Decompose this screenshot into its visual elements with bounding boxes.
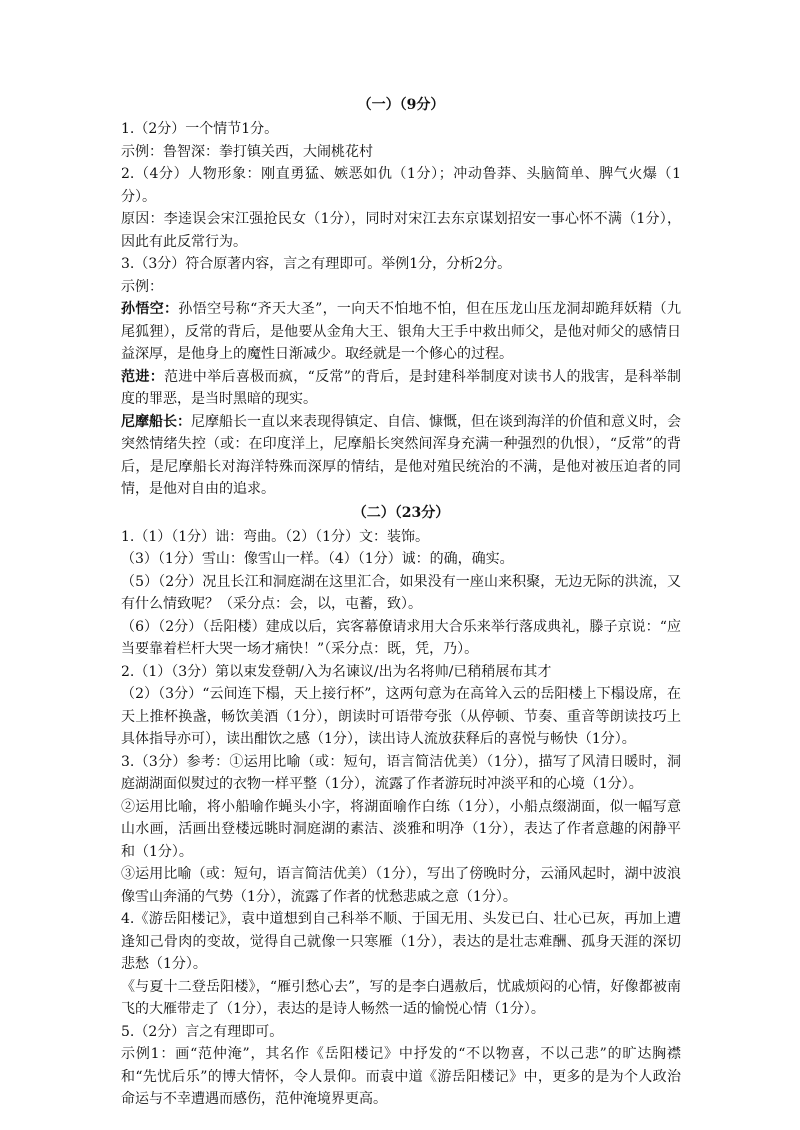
example-text: 孙悟空号称“齐天大圣”，一向天不怕地不怕，但在压龙山压龙洞却跪拜妖精（九尾狐狸），反常的背后，是他要从金角大王、银角大王手中救出师父，是他对师父的感情日益深厚，是他身上的魔性日渐减少。取经就是一个修心的过程。 bbox=[121, 301, 682, 362]
s2-line-10: 4.《游岳阳楼记》，袁中道想到自己科举不顺、于国无用、头发已白、壮心已灰，再加上遭逢知己骨肉的变故，觉得自己就像一只寒雁（1分），表达的是壮志难酬、孤身天涯的深切悲愁（1分）。 bbox=[121, 911, 681, 972]
s2-line-1: 1.（1）（1分）诎：弯曲。（2）（1分）文：装饰。 bbox=[121, 528, 429, 545]
s2-line-7: 3.（3分）参考：①运用比喻（或：短句，语言简洁优美）（1分），描写了风清日暖时，洞庭湖湖面似熨过的衣物一样平整（1分），流露了作者游玩时冲淡平和的心境（1分）。 bbox=[121, 753, 681, 792]
example-name: 孙悟空： bbox=[121, 301, 179, 317]
section-1-title: （一）（9分） bbox=[357, 97, 445, 113]
section-2-title: （二）（23分） bbox=[352, 504, 450, 521]
s2-line-6: （2）（3分）“云间连下榻，天上接行杯”，这两句意为在高耸入云的岳阳楼上下榻设席，在天上推杯换盏，畅饮美酒（1分），朗读时可语带夸张（从停顿、节奏、重音等朗读技巧上具体指导亦可），读出酣饮之感（1分），读出诗人流放获释后的喜悦与畅快（1分）。 bbox=[121, 686, 681, 747]
example-name: 范进： bbox=[121, 368, 165, 385]
example-text: 范进中举后喜极而疯，“反常”的背后，是封建科举制度对读书人的戕害，是科举制度的罪恶，是当时黑暗的现实。 bbox=[121, 368, 682, 407]
s2-line-4: （6）（2分）（岳阳楼）建成以后，宾客幕僚请求用大合乐来举行落成典礼，滕子京说：“应当要靠着栏杆大哭一场才痛快！”（采分点：既，凭，乃）。 bbox=[121, 618, 681, 657]
s2-line-12: 5.（2分）言之有理即可。 bbox=[121, 1023, 284, 1040]
s2-line-13: 示例1：画“范仲淹”，其名作《岳阳楼记》中抒发的“不以物喜，不以己悲”的旷达胸襟和“先忧后乐”的博大情怀，令人景仰。而袁中道《游岳阳楼记》中，更多的是为个人政治命运与不幸遭遇而感伤，范仲淹境界更高。 bbox=[121, 1046, 681, 1107]
s1-line-4: 原因：李逵误会宋江强抢民女（1分），同时对宋江去东京谋划招安一事心怀不满（1分），因此有此反常行为。 bbox=[121, 211, 681, 250]
s2-line-9: ③运用比喻（或：短句，语言简洁优美）（1分），写出了傍晚时分，云涌风起时，湖中波浪像雪山奔涌的气势（1分），流露了作者的忧愁悲戚之意（1分）。 bbox=[121, 866, 681, 905]
example-fan-jin bbox=[121, 366, 681, 411]
s1-line-1: 1.（2分）一个情节1分。 bbox=[121, 121, 279, 137]
s2-line-2: （3）（1分）雪山：像雪山一样。（4）（1分）诚：的确，确实。 bbox=[121, 551, 514, 567]
s2-line-8: ②运用比喻，将小船喻作蝇头小字，将湖面喻作白练（1分），小船点缀湖面，似一幅写意山水画，活画出登楼远眺时洞庭湖的素洁、淡雅和明净（1分），表达了作者意趣的闲静平和（1分）。 bbox=[121, 798, 681, 860]
s2-line-11: 《与夏十二登岳阳楼》，“雁引愁心去”，写的是李白遇赦后，忧戚烦闷的心情，好像都被南飞的大雁带走了（1分），表达的是诗人畅然一适的愉悦心情（1分）。 bbox=[121, 978, 681, 1017]
s1-line-5: 3.（3分）符合原著内容，言之有理即可。举例1分，分析2分。 bbox=[121, 256, 512, 272]
example-captain-nemo bbox=[121, 411, 681, 501]
s1-line-2: 示例：鲁智深：拳打镇关西，大闹桃花村 bbox=[121, 143, 373, 160]
s1-line-3: 2.（4分）人物形象：刚直勇猛、嫉恶如仇（1分）；冲动鲁莽、头脑简单、脾气火爆（1分）。 bbox=[121, 166, 681, 205]
example-text: 尼摩船长一直以来表现得镇定、自信、慷慨，但在谈到海洋的价值和意义时，会突然情绪失控（或：在印度洋上，尼摩船长突然间浑身充满一种强烈的仇恨），“反常”的背后，是尼摩船长对海洋特殊而深厚的情结，是他对殖民统治的不满，是他对被压迫者的同情，是他对自由的追求。 bbox=[121, 413, 681, 497]
example-sun-wukong bbox=[121, 298, 681, 366]
s2-line-5: 2.（1）（3分）第以束发登朝/入为名谏议/出为名将帅/已稍稍展布其才 bbox=[121, 663, 552, 680]
s1-line-6: 示例： bbox=[121, 278, 163, 295]
answer-key-content bbox=[121, 94, 681, 1111]
s2-line-3: （5）（2分）况且长江和洞庭湖在这里汇合，如果没有一座山来积聚，无边无际的洪流，又有什么情致呢？（采分点：会，以，屯蓄，致）。 bbox=[121, 573, 681, 612]
example-name: 尼摩船长： bbox=[121, 413, 191, 430]
